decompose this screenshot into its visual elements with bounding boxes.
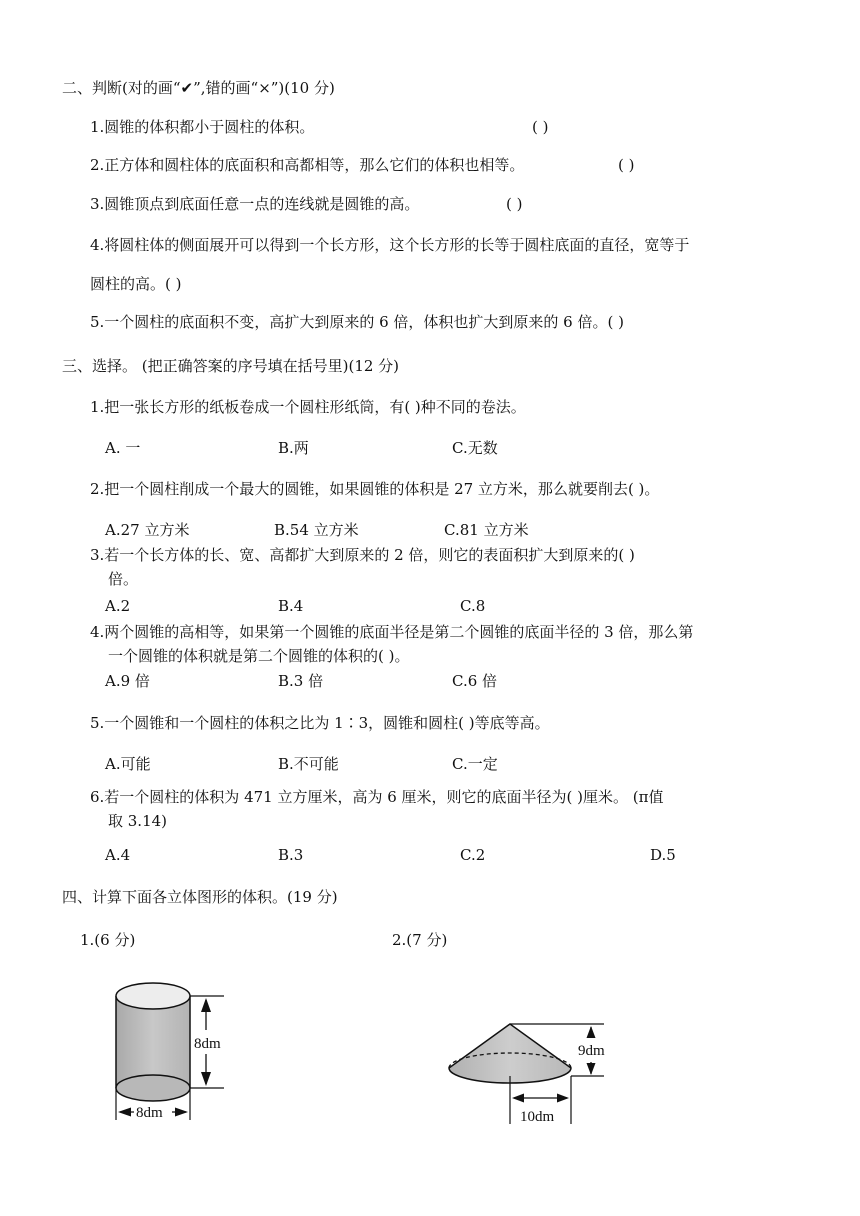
choice-q4-option-b[interactable]: B.3 倍 (278, 672, 324, 690)
choice-q2: 2.把一个圆柱削成一个最大的圆锥，如果圆锥的体积是 27 立方米，那么就要削去( )。 (90, 480, 660, 498)
choice-q6: 6.若一个圆柱的体积为 471 立方厘米，高为 6 厘米，则它的底面半径为( )厘米。 (π值 (90, 788, 664, 806)
judge-answer-blank-2[interactable]: ( ) (618, 156, 635, 174)
section4-title: 四、计算下面各立体图形的体积。(19 分) (62, 888, 338, 906)
choice-q5-option-a[interactable]: A.可能 (105, 755, 151, 773)
choice-q3: 3.若一个长方体的长、宽、高都扩大到原来的 2 倍，则它的表面积扩大到原来的( ) (90, 546, 635, 564)
choice-q1: 1.把一张长方形的纸板卷成一个圆柱形纸筒，有( )种不同的卷法。 (90, 398, 526, 416)
choice-q6-option-c[interactable]: C.2 (460, 846, 486, 864)
problem-2-label: 2.(7 分) (392, 931, 448, 949)
cone-height-label: 9dm (578, 1043, 605, 1059)
problem-1-label: 1.(6 分) (80, 931, 136, 949)
choice-q3-option-a[interactable]: A.2 (105, 597, 131, 615)
section3-title: 三、选择。 (把正确答案的序号填在括号里)(12 分) (62, 357, 400, 375)
choice-q3-option-c[interactable]: C.8 (460, 597, 486, 615)
choice-q2-option-c[interactable]: C.81 立方米 (444, 521, 529, 539)
choice-q3-option-b[interactable]: B.4 (278, 597, 304, 615)
judge-item-4-cont: 圆柱的高。( ) (90, 275, 182, 293)
choice-q2-option-b[interactable]: B.54 立方米 (274, 521, 359, 539)
judge-answer-blank-1[interactable]: ( ) (532, 118, 549, 136)
choice-q1-option-c[interactable]: C.无数 (452, 439, 498, 457)
judge-item-1: 1.圆锥的体积都小于圆柱的体积。 (90, 118, 315, 136)
cylinder-diameter-label: 8dm (136, 1105, 163, 1121)
choice-q1-option-b[interactable]: B.两 (278, 439, 309, 457)
choice-q6-option-d[interactable]: D.5 (650, 846, 676, 864)
choice-q4: 4.两个圆锥的高相等，如果第一个圆锥的底面半径是第二个圆锥的底面半径的 3 倍，那么第 (90, 623, 694, 641)
cone-figure (440, 1012, 620, 1132)
choice-q4-option-a[interactable]: A.9 倍 (105, 672, 150, 690)
section2-title: 二、判断(对的画“✔”,错的画“×”)(10 分) (62, 79, 335, 97)
choice-q6-cont: 取 3.14) (108, 812, 168, 830)
judge-item-4: 4.将圆柱体的侧面展开可以得到一个长方形，这个长方形的长等于圆柱底面的直径，宽等于 (90, 236, 690, 254)
choice-q5: 5.一个圆锥和一个圆柱的体积之比为 1∶3，圆锥和圆柱( )等底等高。 (90, 714, 550, 732)
choice-q4-option-c[interactable]: C.6 倍 (452, 672, 498, 690)
choice-q3-cont: 倍。 (108, 570, 139, 588)
cylinder-figure (100, 968, 280, 1133)
choice-q5-option-c[interactable]: C.一定 (452, 755, 498, 773)
judge-item-5: 5.一个圆柱的底面积不变，高扩大到原来的 6 倍，体积也扩大到原来的 6 倍。( ) (90, 313, 624, 331)
choice-q2-option-a[interactable]: A.27 立方米 (105, 521, 190, 539)
choice-q5-option-b[interactable]: B.不可能 (278, 755, 339, 773)
judge-item-2: 2.正方体和圆柱体的底面积和高都相等，那么它们的体积也相等。 (90, 156, 525, 174)
choice-q1-option-a[interactable]: A. 一 (105, 439, 141, 457)
judge-answer-blank-3[interactable]: ( ) (506, 195, 523, 213)
cone-radius-label: 10dm (520, 1109, 555, 1125)
choice-q6-option-b[interactable]: B.3 (278, 846, 304, 864)
judge-item-3: 3.圆锥顶点到底面任意一点的连线就是圆锥的高。 (90, 195, 420, 213)
choice-q4-cont: 一个圆锥的体积就是第二个圆锥的体积的( )。 (108, 647, 410, 665)
cylinder-height-label: 8dm (194, 1036, 221, 1052)
choice-q6-option-a[interactable]: A.4 (105, 846, 131, 864)
